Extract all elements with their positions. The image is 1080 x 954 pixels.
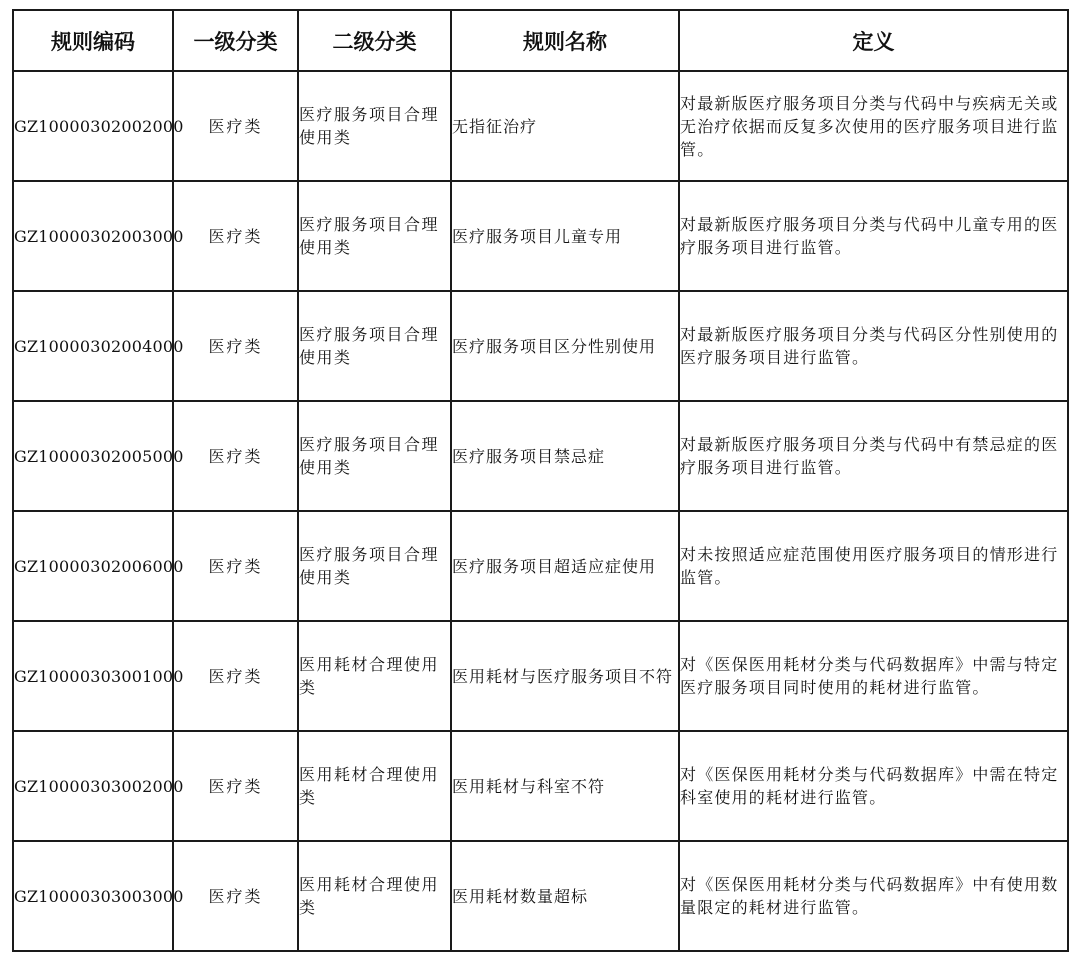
header-rule-name: 规则名称	[451, 10, 679, 71]
definition-cell: 对最新版医疗服务项目分类与代码区分性别使用的医疗服务项目进行监管。	[679, 291, 1068, 401]
definition-cell: 对最新版医疗服务项目分类与代码中儿童专用的医疗服务项目进行监管。	[679, 181, 1068, 291]
table-row	[13, 731, 1068, 841]
rule-code-cell: GZ10000303002000	[13, 731, 173, 841]
level1-category-cell: 医疗类	[173, 511, 298, 621]
level2-category-cell: 医疗服务项目合理使用类	[298, 71, 451, 181]
definition-cell: 对最新版医疗服务项目分类与代码中与疾病无关或无治疗依据而反复多次使用的医疗服务项目进行监管。	[679, 71, 1068, 181]
level2-category-cell: 医疗服务项目合理使用类	[298, 511, 451, 621]
level2-category-cell: 医用耗材合理使用类	[298, 731, 451, 841]
level2-category-cell: 医疗服务项目合理使用类	[298, 401, 451, 511]
rule-code-cell: GZ10000303001000	[13, 621, 173, 731]
level2-category-cell: 医疗服务项目合理使用类	[298, 181, 451, 291]
rule-name-cell: 医用耗材与医疗服务项目不符	[451, 621, 679, 731]
level2-category-cell: 医疗服务项目合理使用类	[298, 291, 451, 401]
table-row	[13, 511, 1068, 621]
table-row	[13, 181, 1068, 291]
definition-cell: 对《医保医用耗材分类与代码数据库》中有使用数量限定的耗材进行监管。	[679, 841, 1068, 951]
level1-category-cell: 医疗类	[173, 841, 298, 951]
definition-cell: 对《医保医用耗材分类与代码数据库》中需在特定科室使用的耗材进行监管。	[679, 731, 1068, 841]
level1-category-cell: 医疗类	[173, 71, 298, 181]
rule-name-cell: 医疗服务项目儿童专用	[451, 181, 679, 291]
table-header-row	[13, 10, 1068, 71]
header-definition: 定义	[679, 10, 1068, 71]
rule-name-cell: 无指征治疗	[451, 71, 679, 181]
definition-cell: 对《医保医用耗材分类与代码数据库》中需与特定医疗服务项目同时使用的耗材进行监管。	[679, 621, 1068, 731]
rule-name-cell: 医疗服务项目超适应症使用	[451, 511, 679, 621]
rule-code-cell: GZ10000302002000	[13, 71, 173, 181]
rule-name-cell: 医疗服务项目区分性别使用	[451, 291, 679, 401]
table-row	[13, 291, 1068, 401]
rule-code-cell: GZ10000302004000	[13, 291, 173, 401]
level2-category-cell: 医用耗材合理使用类	[298, 621, 451, 731]
rule-code-cell: GZ10000303003000	[13, 841, 173, 951]
table-row	[13, 841, 1068, 951]
rules-table	[12, 9, 1069, 952]
level1-category-cell: 医疗类	[173, 731, 298, 841]
level2-category-cell: 医用耗材合理使用类	[298, 841, 451, 951]
rule-code-cell: GZ10000302003000	[13, 181, 173, 291]
table-row	[13, 621, 1068, 731]
header-level1-category: 一级分类	[173, 10, 298, 71]
level1-category-cell: 医疗类	[173, 181, 298, 291]
table-row	[13, 401, 1068, 511]
rule-code-cell: GZ10000302005000	[13, 401, 173, 511]
rule-name-cell: 医用耗材与科室不符	[451, 731, 679, 841]
definition-cell: 对最新版医疗服务项目分类与代码中有禁忌症的医疗服务项目进行监管。	[679, 401, 1068, 511]
rule-code-cell: GZ10000302006000	[13, 511, 173, 621]
level1-category-cell: 医疗类	[173, 291, 298, 401]
header-rule-code: 规则编码	[13, 10, 173, 71]
rule-name-cell: 医用耗材数量超标	[451, 841, 679, 951]
rule-name-cell: 医疗服务项目禁忌症	[451, 401, 679, 511]
level1-category-cell: 医疗类	[173, 401, 298, 511]
table-row	[13, 71, 1068, 181]
header-level2-category: 二级分类	[298, 10, 451, 71]
level1-category-cell: 医疗类	[173, 621, 298, 731]
definition-cell: 对未按照适应症范围使用医疗服务项目的情形进行监管。	[679, 511, 1068, 621]
